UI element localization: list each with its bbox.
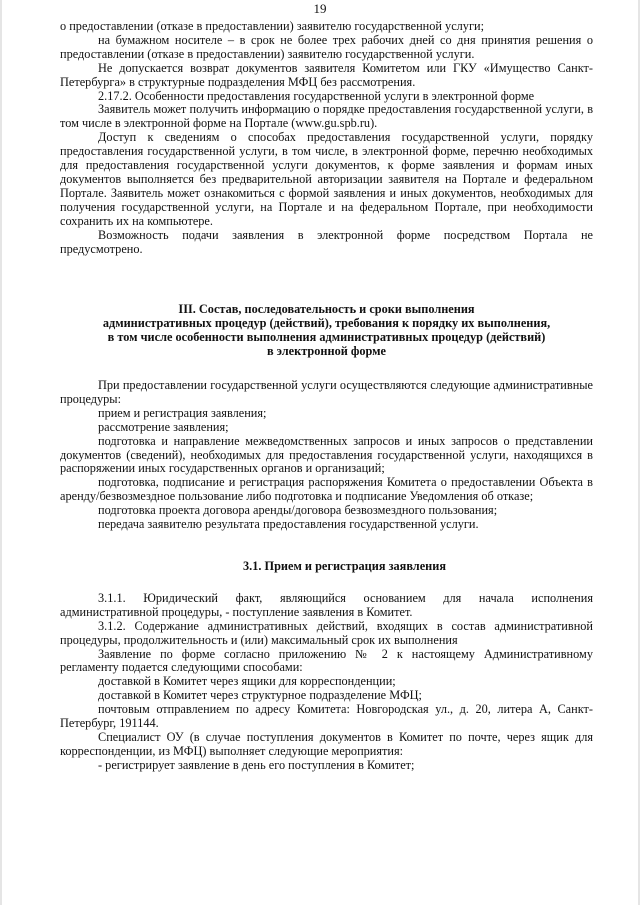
page-body — [60, 20, 593, 773]
subsection-heading: 3.1. Прием и регистрация заявления — [243, 559, 446, 573]
page-number: 19 — [313, 1, 327, 16]
section-heading-line: III. Состав, последовательность и сроки выполнения — [178, 302, 475, 317]
paragraph: 2.17.2. Особенности предоставления государственной услуги в электронной форме — [98, 88, 535, 103]
paragraph: Заявитель может получить информацию о порядке предоставления государственной услуги, в том числе в электронной форме на Портале (www.gu.spb.ru). — [60, 102, 593, 131]
section-heading-line: административных процедур (действий), требования к порядку их выполнения, — [102, 316, 551, 331]
paragraph: почтовым отправлением по адресу Комитета: Новгородская ул., д. 20, литера А, Санкт-Петербург, 191144. — [60, 702, 593, 731]
paragraph: Специалист ОУ (в случае поступления документов в Комитет по почте, через ящик для корреспонденции, из МФЦ) выполняет следующие мероприятия: — [60, 729, 593, 758]
section-heading-line: в том числе особенности выполнения административных процедур (действий) — [107, 330, 546, 345]
paragraph: передача заявителю результата предоставления государственной услуги. — [98, 517, 479, 532]
paragraph: подготовка и направление межведомственных запросов и иных запросов о представлении документов (сведений), необходимых для предоставления государственной услуги, находящихся в распоряжении иных государственных органов и организаций; — [60, 433, 593, 476]
paragraph: При предоставлении государственной услуги осуществляются следующие административные процедуры: — [60, 378, 593, 406]
section-heading — [60, 303, 593, 359]
bottom-paragraphs — [60, 592, 593, 773]
paragraph: 3.1.2. Содержание административных действий, входящих в состав административной процедуры, продолжительность и (или) максимальный срок их выполнения — [60, 618, 593, 647]
paragraph: Заявление по форме согласно приложению № 2 к настоящему Административному регламенту подается следующими способами: — [60, 646, 593, 675]
paragraph: прием и регистрация заявления; — [98, 405, 267, 420]
paragraph: рассмотрение заявления; — [98, 419, 229, 434]
scan-left-edge — [0, 0, 2, 905]
paragraph: о предоставлении (отказе в предоставлении) заявителю государственной услуги; — [60, 19, 484, 33]
procedures-list — [60, 379, 593, 532]
paragraph: Не допускается возврат документов заявителя Комитетом или ГКУ «Имущество Санкт-Петербурга» в структурные подразделения МФЦ без рассмотрения. — [60, 60, 593, 89]
paragraph: доставкой в Комитет через структурное подразделение МФЦ; — [98, 688, 422, 703]
paragraph: подготовка, подписание и регистрация распоряжения Комитета о предоставлении Объекта в аренду/безвозмездное пользование либо подготовка и подписание Уведомления об отказе; — [60, 475, 593, 504]
section-heading-line: в электронной форме — [266, 344, 387, 359]
paragraph: подготовка проекта договора аренды/договора безвозмездного пользования; — [98, 503, 498, 518]
paragraph: на бумажном носителе – в срок не более трех рабочих дней со дня принятия решения о предоставлении (отказе в предоставлении) заявителю государственной услуги. — [60, 32, 593, 61]
paragraph: Возможность подачи заявления в электронной форме посредством Портала не предусмотрено. — [60, 227, 593, 256]
top-paragraphs — [60, 20, 593, 256]
paragraph: - регистрирует заявление в день его поступления в Комитет; — [98, 757, 415, 772]
paragraph: 3.1.1. Юридический факт, являющийся основанием для начала исполнения административной процедуры, - поступление заявления в Комитет. — [60, 590, 593, 619]
paragraph: доставкой в Комитет через ящики для корреспонденции; — [98, 674, 396, 689]
paragraph: Доступ к сведениям о способах предоставления государственной услуги, порядку предоставления государственной услуги, в том числе, в электронной форме, перечню необходимых для предоставления государственной услуги документов, к форме заявления и формам иных документов выполняется без предварительной авторизации заявителя на Портале и федеральном Портале. Заявитель может ознакомиться с формой заявления и иных документов, необходимых для получения государственной услуги, на Портале и на федеральном Портале, при необходимости сохранить их на компьютере. — [60, 130, 593, 228]
